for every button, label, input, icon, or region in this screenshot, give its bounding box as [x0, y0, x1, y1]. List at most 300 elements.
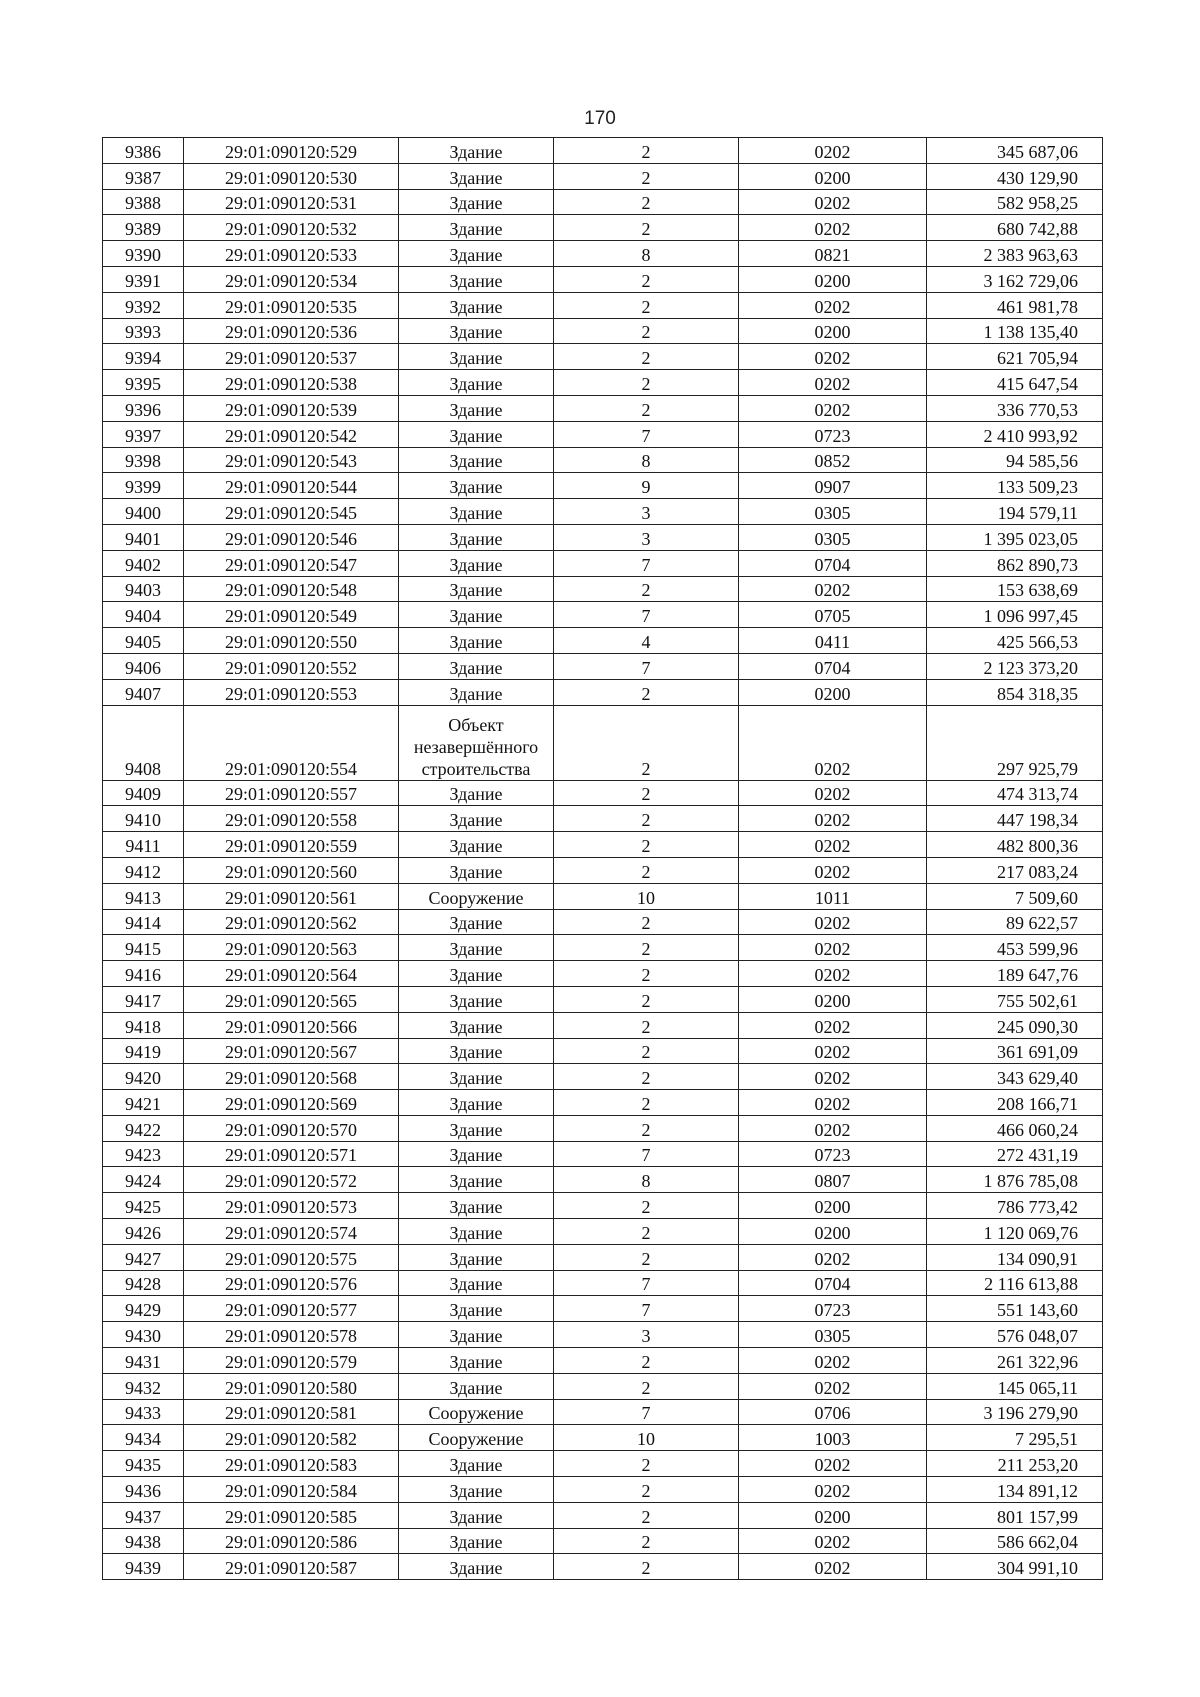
row-number-cell: 9437 — [103, 1502, 184, 1528]
object-type-cell: Здание — [399, 138, 554, 164]
group-cell: 2 — [554, 935, 739, 961]
cadastral-number-cell: 29:01:090120:565 — [184, 986, 399, 1012]
row-number-cell: 9431 — [103, 1348, 184, 1374]
table-row — [103, 524, 1103, 550]
cadastral-value-cell: 2 383 963,63 — [927, 241, 1103, 267]
group-cell: 2 — [554, 806, 739, 832]
row-number-cell: 9395 — [103, 370, 184, 396]
table-row — [103, 1244, 1103, 1270]
row-number-cell: 9399 — [103, 473, 184, 499]
table-row — [103, 215, 1103, 241]
group-cell: 8 — [554, 241, 739, 267]
row-number-cell: 9398 — [103, 447, 184, 473]
object-type-cell: Здание — [399, 679, 554, 705]
row-number-cell: 9392 — [103, 292, 184, 318]
code-cell: 0200 — [739, 679, 927, 705]
table-row — [103, 138, 1103, 164]
table-row — [103, 1141, 1103, 1167]
row-number-cell: 9388 — [103, 189, 184, 215]
cadastral-number-cell: 29:01:090120:579 — [184, 1348, 399, 1374]
object-type-cell: Здание — [399, 189, 554, 215]
table-row — [103, 832, 1103, 858]
object-type-cell: Здание — [399, 909, 554, 935]
row-number-cell: 9393 — [103, 318, 184, 344]
group-cell: 2 — [554, 395, 739, 421]
table-row — [103, 909, 1103, 935]
code-cell: 0202 — [739, 1012, 927, 1038]
code-cell: 0202 — [739, 138, 927, 164]
cadastral-value-cell: 345 687,06 — [927, 138, 1103, 164]
cadastral-value-cell: 466 060,24 — [927, 1115, 1103, 1141]
table-row — [103, 1193, 1103, 1219]
code-cell: 0202 — [739, 1451, 927, 1477]
cadastral-value-cell: 1 876 785,08 — [927, 1167, 1103, 1193]
cadastral-value-cell: 1 395 023,05 — [927, 524, 1103, 550]
object-type-cell: Сооружение — [399, 1399, 554, 1425]
object-type-cell: Здание — [399, 499, 554, 525]
table-row — [103, 1090, 1103, 1116]
code-cell: 0200 — [739, 986, 927, 1012]
row-number-cell: 9436 — [103, 1477, 184, 1503]
code-cell: 0202 — [739, 370, 927, 396]
row-number-cell: 9405 — [103, 628, 184, 654]
cadastral-value-cell: 1 096 997,45 — [927, 602, 1103, 628]
cadastral-value-cell: 415 647,54 — [927, 370, 1103, 396]
table-row — [103, 1167, 1103, 1193]
group-cell: 4 — [554, 628, 739, 654]
object-type-cell: Сооружение — [399, 1425, 554, 1451]
group-cell: 2 — [554, 266, 739, 292]
group-cell: 2 — [554, 318, 739, 344]
cadastral-number-cell: 29:01:090120:532 — [184, 215, 399, 241]
cadastral-number-cell: 29:01:090120:563 — [184, 935, 399, 961]
object-type-cell: Сооружение — [399, 883, 554, 909]
cadastral-number-cell: 29:01:090120:553 — [184, 679, 399, 705]
page-number: 170 — [584, 108, 616, 129]
cadastral-value-cell: 447 198,34 — [927, 806, 1103, 832]
object-type-cell: Здание — [399, 550, 554, 576]
row-number-cell: 9432 — [103, 1373, 184, 1399]
code-cell: 0202 — [739, 1554, 927, 1580]
table-row — [103, 1270, 1103, 1296]
group-cell: 2 — [554, 1477, 739, 1503]
group-cell: 2 — [554, 857, 739, 883]
cadastral-number-cell: 29:01:090120:534 — [184, 266, 399, 292]
row-number-cell: 9439 — [103, 1554, 184, 1580]
table-row — [103, 241, 1103, 267]
code-cell: 1003 — [739, 1425, 927, 1451]
object-type-cell: Здание — [399, 1167, 554, 1193]
object-type-cell: Здание — [399, 1038, 554, 1064]
table-row — [103, 344, 1103, 370]
table-row — [103, 1219, 1103, 1245]
code-cell: 0202 — [739, 1373, 927, 1399]
object-type-cell: Здание — [399, 1322, 554, 1348]
cadastral-number-cell: 29:01:090120:558 — [184, 806, 399, 832]
table-row — [103, 935, 1103, 961]
cadastral-value-cell: 474 313,74 — [927, 780, 1103, 806]
cadastral-value-cell: 3 196 279,90 — [927, 1399, 1103, 1425]
row-number-cell: 9412 — [103, 857, 184, 883]
table-row — [103, 370, 1103, 396]
row-number-cell: 9409 — [103, 780, 184, 806]
row-number-cell: 9387 — [103, 163, 184, 189]
cadastral-number-cell: 29:01:090120:577 — [184, 1296, 399, 1322]
cadastral-number-cell: 29:01:090120:567 — [184, 1038, 399, 1064]
row-number-cell: 9423 — [103, 1141, 184, 1167]
code-cell: 0202 — [739, 961, 927, 987]
code-cell: 0202 — [739, 1115, 927, 1141]
row-number-cell: 9438 — [103, 1528, 184, 1554]
group-cell: 2 — [554, 1451, 739, 1477]
code-cell: 0723 — [739, 421, 927, 447]
group-cell: 3 — [554, 1322, 739, 1348]
code-cell: 0704 — [739, 653, 927, 679]
row-number-cell: 9391 — [103, 266, 184, 292]
object-type-cell: Здание — [399, 370, 554, 396]
cadastral-number-cell: 29:01:090120:557 — [184, 780, 399, 806]
cadastral-number-cell: 29:01:090120:544 — [184, 473, 399, 499]
cadastral-number-cell: 29:01:090120:548 — [184, 576, 399, 602]
cadastral-number-cell: 29:01:090120:583 — [184, 1451, 399, 1477]
cadastral-number-cell: 29:01:090120:571 — [184, 1141, 399, 1167]
code-cell: 0723 — [739, 1296, 927, 1322]
cadastral-value-cell: 245 090,30 — [927, 1012, 1103, 1038]
group-cell: 2 — [554, 189, 739, 215]
cadastral-value-cell: 208 166,71 — [927, 1090, 1103, 1116]
cadastral-number-cell: 29:01:090120:561 — [184, 883, 399, 909]
cadastral-number-cell: 29:01:090120:569 — [184, 1090, 399, 1116]
group-cell: 2 — [554, 1090, 739, 1116]
group-cell: 2 — [554, 292, 739, 318]
cadastral-value-cell: 551 143,60 — [927, 1296, 1103, 1322]
object-type-cell: Здание — [399, 1244, 554, 1270]
row-number-cell: 9404 — [103, 602, 184, 628]
cadastral-value-cell: 134 090,91 — [927, 1244, 1103, 1270]
group-cell: 2 — [554, 576, 739, 602]
table-row — [103, 1064, 1103, 1090]
group-cell: 10 — [554, 883, 739, 909]
code-cell: 0723 — [739, 1141, 927, 1167]
code-cell: 0852 — [739, 447, 927, 473]
code-cell: 0200 — [739, 1502, 927, 1528]
code-cell: 0411 — [739, 628, 927, 654]
cadastral-number-cell: 29:01:090120:572 — [184, 1167, 399, 1193]
table-row — [103, 447, 1103, 473]
cadastral-value-cell: 582 958,25 — [927, 189, 1103, 215]
row-number-cell: 9397 — [103, 421, 184, 447]
row-number-cell: 9433 — [103, 1399, 184, 1425]
group-cell: 2 — [554, 1038, 739, 1064]
cadastral-number-cell: 29:01:090120:546 — [184, 524, 399, 550]
table-row — [103, 1038, 1103, 1064]
code-cell: 0202 — [739, 1348, 927, 1374]
cadastral-value-cell: 801 157,99 — [927, 1502, 1103, 1528]
object-type-cell: Здание — [399, 832, 554, 858]
code-cell: 0305 — [739, 499, 927, 525]
object-type-cell: Здание — [399, 961, 554, 987]
cadastral-value-cell: 153 638,69 — [927, 576, 1103, 602]
cadastral-value-cell: 430 129,90 — [927, 163, 1103, 189]
object-type-cell: Здание — [399, 241, 554, 267]
cadastral-value-cell: 2 116 613,88 — [927, 1270, 1103, 1296]
group-cell: 7 — [554, 602, 739, 628]
row-number-cell: 9394 — [103, 344, 184, 370]
table-row — [103, 705, 1103, 780]
code-cell: 0202 — [739, 806, 927, 832]
cadastral-number-cell: 29:01:090120:586 — [184, 1528, 399, 1554]
table-row — [103, 1554, 1103, 1580]
group-cell: 9 — [554, 473, 739, 499]
group-cell: 7 — [554, 1399, 739, 1425]
object-type-cell: Здание — [399, 857, 554, 883]
cadastral-value-cell: 343 629,40 — [927, 1064, 1103, 1090]
cadastral-value-cell: 453 599,96 — [927, 935, 1103, 961]
row-number-cell: 9406 — [103, 653, 184, 679]
group-cell: 7 — [554, 653, 739, 679]
object-type-cell: Здание — [399, 1554, 554, 1580]
cadastral-value-cell: 680 742,88 — [927, 215, 1103, 241]
group-cell: 7 — [554, 1141, 739, 1167]
row-number-cell: 9434 — [103, 1425, 184, 1451]
row-number-cell: 9407 — [103, 679, 184, 705]
row-number-cell: 9389 — [103, 215, 184, 241]
cadastral-value-cell: 1 138 135,40 — [927, 318, 1103, 344]
cadastral-value-cell: 133 509,23 — [927, 473, 1103, 499]
code-cell: 0202 — [739, 705, 927, 780]
cadastral-value-cell: 482 800,36 — [927, 832, 1103, 858]
group-cell: 2 — [554, 1502, 739, 1528]
group-cell: 7 — [554, 1296, 739, 1322]
table-row — [103, 550, 1103, 576]
cadastral-value-cell: 2 123 373,20 — [927, 653, 1103, 679]
group-cell: 2 — [554, 705, 739, 780]
table-row — [103, 1115, 1103, 1141]
object-type-cell: Здание — [399, 1451, 554, 1477]
row-number-cell: 9418 — [103, 1012, 184, 1038]
object-type-cell: Здание — [399, 292, 554, 318]
object-type-cell: Здание — [399, 602, 554, 628]
cadastral-number-cell: 29:01:090120:539 — [184, 395, 399, 421]
cadastral-number-cell: 29:01:090120:587 — [184, 1554, 399, 1580]
code-cell: 0202 — [739, 344, 927, 370]
object-type-cell: Здание — [399, 215, 554, 241]
table-row — [103, 679, 1103, 705]
object-type-cell: Здание — [399, 986, 554, 1012]
cadastral-value-cell: 145 065,11 — [927, 1373, 1103, 1399]
table-row — [103, 266, 1103, 292]
cadastral-value-cell: 2 410 993,92 — [927, 421, 1103, 447]
object-type-cell: Здание — [399, 1219, 554, 1245]
code-cell: 0704 — [739, 550, 927, 576]
object-type-cell: Здание — [399, 1115, 554, 1141]
object-type-cell: Здание — [399, 576, 554, 602]
cadastral-number-cell: 29:01:090120:570 — [184, 1115, 399, 1141]
cadastral-number-cell: 29:01:090120:576 — [184, 1270, 399, 1296]
cadastral-number-cell: 29:01:090120:529 — [184, 138, 399, 164]
row-number-cell: 9430 — [103, 1322, 184, 1348]
row-number-cell: 9429 — [103, 1296, 184, 1322]
table-row — [103, 1012, 1103, 1038]
table-row — [103, 986, 1103, 1012]
table-row — [103, 602, 1103, 628]
table-row — [103, 961, 1103, 987]
object-type-cell: Здание — [399, 1528, 554, 1554]
object-type-cell: Здание — [399, 266, 554, 292]
row-number-cell: 9415 — [103, 935, 184, 961]
cadastral-value-cell: 89 622,57 — [927, 909, 1103, 935]
group-cell: 2 — [554, 1193, 739, 1219]
row-number-cell: 9416 — [103, 961, 184, 987]
object-type-cell: Здание — [399, 1348, 554, 1374]
cadastral-number-cell: 29:01:090120:543 — [184, 447, 399, 473]
object-type-cell: Здание — [399, 1064, 554, 1090]
group-cell: 2 — [554, 986, 739, 1012]
group-cell: 2 — [554, 138, 739, 164]
table-row — [103, 318, 1103, 344]
row-number-cell: 9419 — [103, 1038, 184, 1064]
row-number-cell: 9427 — [103, 1244, 184, 1270]
row-number-cell: 9428 — [103, 1270, 184, 1296]
code-cell: 0705 — [739, 602, 927, 628]
cadastral-value-cell: 336 770,53 — [927, 395, 1103, 421]
table-row — [103, 163, 1103, 189]
cadastral-value-cell: 189 647,76 — [927, 961, 1103, 987]
cadastral-number-cell: 29:01:090120:552 — [184, 653, 399, 679]
table-row — [103, 473, 1103, 499]
group-cell: 2 — [554, 1012, 739, 1038]
table-row — [103, 1502, 1103, 1528]
cadastral-number-cell: 29:01:090120:549 — [184, 602, 399, 628]
object-type-cell: Здание — [399, 653, 554, 679]
group-cell: 2 — [554, 780, 739, 806]
code-cell: 0704 — [739, 1270, 927, 1296]
cadastral-number-cell: 29:01:090120:537 — [184, 344, 399, 370]
code-cell: 0202 — [739, 1244, 927, 1270]
cadastral-value-cell: 272 431,19 — [927, 1141, 1103, 1167]
group-cell: 2 — [554, 832, 739, 858]
cadastral-value-cell: 304 991,10 — [927, 1554, 1103, 1580]
cadastral-number-cell: 29:01:090120:536 — [184, 318, 399, 344]
cadastral-number-cell: 29:01:090120:562 — [184, 909, 399, 935]
table-row — [103, 576, 1103, 602]
code-cell: 0202 — [739, 215, 927, 241]
cadastral-number-cell: 29:01:090120:573 — [184, 1193, 399, 1219]
cadastral-number-cell: 29:01:090120:554 — [184, 705, 399, 780]
cadastral-value-cell: 7 295,51 — [927, 1425, 1103, 1451]
object-type-cell: Здание — [399, 524, 554, 550]
cadastral-value-cell: 3 162 729,06 — [927, 266, 1103, 292]
row-number-cell: 9401 — [103, 524, 184, 550]
code-cell: 0706 — [739, 1399, 927, 1425]
cadastral-value-cell: 211 253,20 — [927, 1451, 1103, 1477]
object-type-cell: Здание — [399, 395, 554, 421]
cadastral-number-cell: 29:01:090120:568 — [184, 1064, 399, 1090]
code-cell: 0202 — [739, 1477, 927, 1503]
row-number-cell: 9403 — [103, 576, 184, 602]
group-cell: 2 — [554, 679, 739, 705]
code-cell: 0202 — [739, 1090, 927, 1116]
cadastral-number-cell: 29:01:090120:538 — [184, 370, 399, 396]
cadastral-value-cell: 361 691,09 — [927, 1038, 1103, 1064]
cadastral-number-cell: 29:01:090120:542 — [184, 421, 399, 447]
cadastral-number-cell: 29:01:090120:584 — [184, 1477, 399, 1503]
code-cell: 0202 — [739, 395, 927, 421]
group-cell: 2 — [554, 1528, 739, 1554]
group-cell: 2 — [554, 344, 739, 370]
code-cell: 1011 — [739, 883, 927, 909]
row-number-cell: 9421 — [103, 1090, 184, 1116]
code-cell: 0200 — [739, 318, 927, 344]
table-row — [103, 857, 1103, 883]
group-cell: 7 — [554, 1270, 739, 1296]
code-cell: 0305 — [739, 524, 927, 550]
cadastral-value-cell: 621 705,94 — [927, 344, 1103, 370]
table-row — [103, 499, 1103, 525]
group-cell: 2 — [554, 1115, 739, 1141]
row-number-cell: 9396 — [103, 395, 184, 421]
group-cell: 2 — [554, 909, 739, 935]
row-number-cell: 9390 — [103, 241, 184, 267]
object-type-cell: Объект незавершённого строительства — [399, 705, 554, 780]
table-row — [103, 883, 1103, 909]
cadastral-number-cell: 29:01:090120:582 — [184, 1425, 399, 1451]
cadastral-value-cell: 7 509,60 — [927, 883, 1103, 909]
group-cell: 2 — [554, 1244, 739, 1270]
cadastral-value-cell: 786 773,42 — [927, 1193, 1103, 1219]
code-cell: 0202 — [739, 1528, 927, 1554]
row-number-cell: 9424 — [103, 1167, 184, 1193]
row-number-cell: 9426 — [103, 1219, 184, 1245]
cadastral-value-cell: 134 891,12 — [927, 1477, 1103, 1503]
row-number-cell: 9417 — [103, 986, 184, 1012]
object-type-cell: Здание — [399, 421, 554, 447]
cadastral-number-cell: 29:01:090120:581 — [184, 1399, 399, 1425]
code-cell: 0907 — [739, 473, 927, 499]
row-number-cell: 9400 — [103, 499, 184, 525]
table-row — [103, 653, 1103, 679]
object-type-cell: Здание — [399, 1477, 554, 1503]
row-number-cell: 9435 — [103, 1451, 184, 1477]
code-cell: 0202 — [739, 1038, 927, 1064]
row-number-cell: 9414 — [103, 909, 184, 935]
cadastral-value-cell: 217 083,24 — [927, 857, 1103, 883]
cadastral-number-cell: 29:01:090120:578 — [184, 1322, 399, 1348]
code-cell: 0202 — [739, 935, 927, 961]
cadastral-value-cell: 586 662,04 — [927, 1528, 1103, 1554]
cadastral-number-cell: 29:01:090120:564 — [184, 961, 399, 987]
object-type-cell: Здание — [399, 806, 554, 832]
cadastral-value-cell: 461 981,78 — [927, 292, 1103, 318]
cadastral-value-cell: 194 579,11 — [927, 499, 1103, 525]
cadastral-value-cell: 854 318,35 — [927, 679, 1103, 705]
code-cell: 0200 — [739, 266, 927, 292]
group-cell: 8 — [554, 1167, 739, 1193]
table-row — [103, 1451, 1103, 1477]
object-type-cell: Здание — [399, 1193, 554, 1219]
table-row — [103, 1322, 1103, 1348]
object-type-cell: Здание — [399, 1012, 554, 1038]
cadastral-number-cell: 29:01:090120:530 — [184, 163, 399, 189]
code-cell: 0202 — [739, 909, 927, 935]
object-type-cell: Здание — [399, 1373, 554, 1399]
group-cell: 7 — [554, 550, 739, 576]
table-row — [103, 806, 1103, 832]
object-type-cell: Здание — [399, 447, 554, 473]
object-type-cell: Здание — [399, 780, 554, 806]
object-type-cell: Здание — [399, 1090, 554, 1116]
table-row — [103, 292, 1103, 318]
